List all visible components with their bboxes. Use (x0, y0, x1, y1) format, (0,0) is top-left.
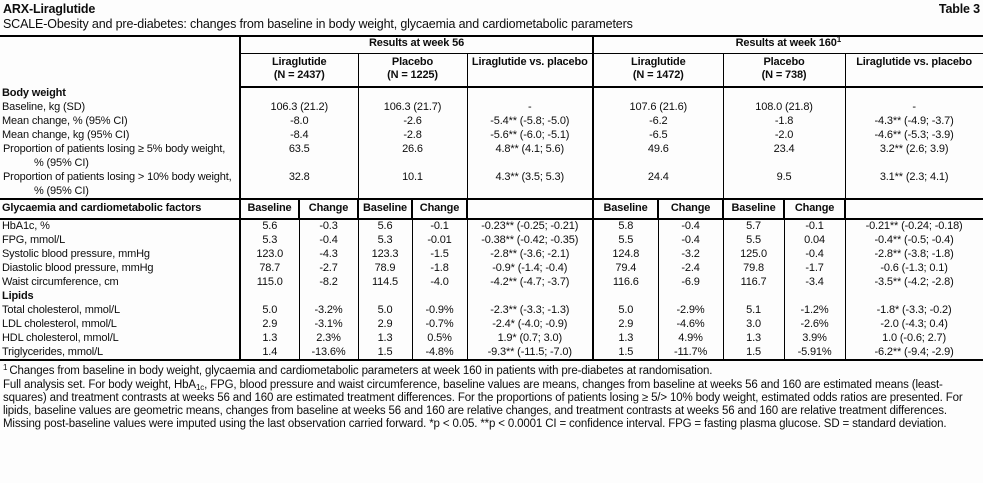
table-cell: 3.2** (2.6; 3.9) (845, 143, 983, 171)
col-header-w160-liraglutide (593, 53, 723, 87)
table-cell: 5.0 (240, 304, 299, 318)
table-cell: -13.6% (299, 346, 358, 361)
table-cell: -0.7% (412, 318, 467, 332)
row-label: HbA1c, % (2, 220, 50, 233)
row-label: Proportion of patients losing > 10% body weight, % (95% CI) (0, 171, 240, 199)
section-title-lipids: Lipids (2, 289, 34, 302)
table-cell: 116.6 (593, 276, 658, 290)
table-cell: - (467, 101, 593, 115)
table-cell: -0.4 (658, 219, 723, 234)
table-cell: 0.5% (412, 332, 467, 346)
col-header-name: Liraglutide (631, 55, 686, 68)
table-cell: 5.3 (358, 234, 412, 248)
table-cell: -3.1% (299, 318, 358, 332)
table-cell: -1.8 (723, 115, 845, 129)
table-cell (358, 87, 467, 101)
table-row (0, 143, 983, 171)
table-cell: -4.0 (412, 276, 467, 290)
row-label: Proportion of patients losing ≥ 5% body weight, % (95% CI) (3, 143, 226, 169)
table-cell: -8.4 (240, 129, 358, 143)
table-row (0, 248, 983, 262)
table-row (0, 332, 983, 346)
table-cell: 108.0 (21.8) (723, 101, 845, 115)
table-cell: 78.7 (240, 262, 299, 276)
table-cell (658, 290, 723, 304)
label-column-header (0, 36, 240, 87)
table-cell: 1.3 (723, 332, 784, 346)
table-cell: 123.0 (240, 248, 299, 262)
table-cell: -0.38** (-0.42; -0.35) (467, 234, 593, 248)
table-cell: 24.4 (593, 171, 723, 199)
footnote-1-text: Changes from baseline in body weight, glycaemia and cardiometabolic parameters at week 160 in patients with pre-diabetes at randomisation. (9, 365, 713, 378)
col-header-name: Placebo (391, 55, 434, 68)
table-cell: -0.3 (299, 219, 358, 234)
group-header-week56 (240, 36, 593, 53)
col-header-w56-vs-placebo: Liraglutide vs. placebo (467, 53, 593, 87)
table-cell: 5.1 (723, 304, 784, 318)
table-cell: -1.8* (-3.3; -0.2) (845, 304, 983, 318)
row-label: Mean change, kg (95% CI) (2, 129, 130, 141)
table-cell: -2.9% (658, 304, 723, 318)
table-cell: -4.3** (-4.9; -3.7) (845, 115, 983, 129)
table-cell: - (845, 101, 983, 115)
col-header-w56-placebo (358, 53, 467, 87)
table-cell: -2.6% (784, 318, 845, 332)
table-cell (593, 290, 658, 304)
group-header-week160-label: Results at week 160 (735, 37, 837, 49)
footnote-1-marker: 1 (3, 363, 8, 373)
table-cell (845, 290, 983, 304)
table-cell: -4.8% (412, 346, 467, 361)
group-header-week160 (593, 36, 983, 53)
table-cell: -4.2** (-4.7; -3.7) (467, 276, 593, 290)
table-cell: 10.1 (358, 171, 467, 199)
table-cell: -0.9* (-1.4; -0.4) (467, 262, 593, 276)
table-cell: 5.8 (593, 219, 658, 234)
col-header-name: Liraglutide (271, 55, 327, 68)
table-cell: 26.6 (358, 143, 467, 171)
table-cell (723, 290, 784, 304)
row-label: Systolic blood pressure, mmHg (2, 247, 150, 260)
hba1c-subscript: 1c (195, 382, 205, 392)
table-cell: -2.7 (299, 262, 358, 276)
table-cell: 1.3 (358, 332, 412, 346)
table-cell: 79.4 (593, 262, 658, 276)
table-cell: -2.0 (723, 129, 845, 143)
subheader-change: Change (299, 199, 358, 219)
table-cell: -2.8** (-3.6; -2.1) (467, 248, 593, 262)
table-cell: -0.1 (784, 219, 845, 234)
col-header-w160-vs-placebo: Liraglutide vs. placebo (845, 53, 983, 87)
subheader-change: Change (412, 199, 467, 219)
table-row (0, 234, 983, 248)
row-label: Baseline, kg (SD) (2, 101, 86, 113)
page-title: ARX-Liraglutide (3, 2, 96, 16)
table-cell: -5.91% (784, 346, 845, 361)
table-cell: -1.5 (412, 248, 467, 262)
table-cell: -6.2** (-9.4; -2.9) (845, 346, 983, 361)
table-row (0, 276, 983, 290)
footnotes (0, 361, 983, 431)
table-cell: -0.23** (-0.25; -0.21) (467, 219, 593, 234)
table-row (0, 290, 983, 304)
table-cell (467, 199, 593, 219)
col-header-name: Placebo (763, 55, 805, 68)
table-cell: 0.04 (784, 234, 845, 248)
table-cell: -1.2% (784, 304, 845, 318)
table-cell: -1.8 (412, 262, 467, 276)
table-cell (299, 290, 358, 304)
table-cell: -0.9% (412, 304, 467, 318)
table-row (0, 36, 983, 53)
table-cell (593, 87, 723, 101)
table-row (0, 199, 983, 219)
subheader-change: Change (658, 199, 723, 219)
table-cell: -6.2 (593, 115, 723, 129)
table-cell: -8.0 (240, 115, 358, 129)
table-cell: 78.9 (358, 262, 412, 276)
table-cell: 4.9% (658, 332, 723, 346)
table-cell (784, 290, 845, 304)
table-cell: 5.5 (723, 234, 784, 248)
table-cell: 79.8 (723, 262, 784, 276)
footnote-body-text: Full analysis set. For body weight, HbA (3, 378, 196, 391)
table-cell: 5.7 (723, 219, 784, 234)
col-header-n: (N = 1472) (632, 68, 684, 81)
table-cell (845, 87, 983, 101)
table-cell: 1.5 (358, 346, 412, 361)
table-cell: -3.2 (658, 248, 723, 262)
table-cell: -11.7% (658, 346, 723, 361)
row-label: Triglycerides, mmol/L (2, 345, 103, 358)
table-cell: -0.4 (299, 234, 358, 248)
section-title-glycaemia: Glycaemia and cardiometabolic factors (0, 199, 240, 219)
footnote-body-text: , FPG, blood pressure and waist circumference, baseline values are means, changes from baseline at weeks 56 and 160 are estimated means (least-squares) and treatment contrasts at weeks 56 and 160 are estimated treatment differences. For the proportions of patients losing ≥ 5/> 10% body weight, estimated odds ratios are presented. For lipids, baseline values are geometric means, changes from baseline at weeks 56 and 160 are relative changes, and treatment contrasts at weeks 56 and 160 are relative treatment differences. Missing post-baseline values were imputed using the last observation carried forward. *p < 0.05. **p < 0.0001 CI = confidence interval. FPG = fasting plasma glucose. SD = standard deviation. (3, 378, 963, 431)
table-cell: 4.8** (4.1; 5.6) (467, 143, 593, 171)
table-cell: 1.3 (240, 332, 299, 346)
table-cell: 3.1** (2.3; 4.1) (845, 171, 983, 199)
footnote-1 (3, 365, 979, 378)
col-header-n: (N = 2437) (273, 68, 325, 81)
table-cell (467, 87, 593, 101)
col-header-n: (N = 1225) (387, 68, 438, 81)
footnote-marker: 1 (836, 36, 842, 44)
table-number: Table 3 (938, 2, 980, 16)
table-cell: 3.0 (723, 318, 784, 332)
row-label: HDL cholesterol, mmol/L (2, 331, 119, 344)
table-cell: -0.21** (-0.24; -0.18) (845, 219, 983, 234)
table-cell: -0.4 (658, 234, 723, 248)
table-cell: 5.6 (240, 219, 299, 234)
table-cell: -2.3** (-3.3; -1.3) (467, 304, 593, 318)
table-cell: 49.6 (593, 143, 723, 171)
table-cell: -8.2 (299, 276, 358, 290)
table-row (0, 262, 983, 276)
subheader-baseline: Baseline (240, 199, 299, 219)
group-header-week56-label: Results at week 56 (368, 37, 465, 49)
table-cell: -2.4 (658, 262, 723, 276)
table-row (0, 346, 983, 361)
table-cell: 9.5 (723, 171, 845, 199)
table-row (0, 219, 983, 234)
table-cell: -3.5** (-4.2; -2.8) (845, 276, 983, 290)
table-cell: 107.6 (21.6) (593, 101, 723, 115)
table-row (0, 87, 983, 101)
table-cell: 1.5 (723, 346, 784, 361)
table-cell: 116.7 (723, 276, 784, 290)
table-cell (723, 87, 845, 101)
table-cell: 125.0 (723, 248, 784, 262)
table-cell: -2.4* (-4.0; -0.9) (467, 318, 593, 332)
table-cell: 5.3 (240, 234, 299, 248)
table-cell (240, 87, 358, 101)
table-cell: -0.6 (-1.3; 0.1) (845, 262, 983, 276)
table-cell: 2.9 (240, 318, 299, 332)
row-label: Total cholesterol, mmol/L (2, 303, 120, 316)
table-cell: -6.9 (658, 276, 723, 290)
table-cell: 63.5 (240, 143, 358, 171)
table-cell (412, 290, 467, 304)
table-cell: 3.9% (784, 332, 845, 346)
table-row (0, 304, 983, 318)
table-cell: -4.6** (-5.3; -3.9) (845, 129, 983, 143)
table-cell: 106.3 (21.7) (358, 101, 467, 115)
table-cell: -2.8 (358, 129, 467, 143)
table-cell: 106.3 (21.2) (240, 101, 358, 115)
table-cell: -2.6 (358, 115, 467, 129)
table-cell: -6.5 (593, 129, 723, 143)
table-cell: 114.5 (358, 276, 412, 290)
col-header-w160-placebo (723, 53, 845, 87)
section-title-body-weight: Body weight (2, 87, 66, 99)
table-subtitle: SCALE-Obesity and pre-diabetes: changes from baseline in body weight, glycaemia and cardiometabolic parameters (3, 17, 633, 31)
table-cell: 23.4 (723, 143, 845, 171)
table-cell: 5.0 (358, 304, 412, 318)
col-header-n: (N = 738) (761, 68, 807, 81)
table-row (0, 318, 983, 332)
table-cell: -4.6% (658, 318, 723, 332)
table-cell: 1.4 (240, 346, 299, 361)
table-cell: 2.3% (299, 332, 358, 346)
table-cell: -2.0 (-4.3; 0.4) (845, 318, 983, 332)
table-cell: 4.3** (3.5; 5.3) (467, 171, 593, 199)
table-cell: -1.7 (784, 262, 845, 276)
table-cell: 2.9 (358, 318, 412, 332)
row-label: FPG, mmol/L (2, 233, 66, 246)
table-cell: -4.3 (299, 248, 358, 262)
table-cell: -0.1 (412, 219, 467, 234)
table-cell: -5.4** (-5.8; -5.0) (467, 115, 593, 129)
row-label: Diastolic blood pressure, mmHg (2, 261, 154, 274)
row-label: Waist circumference, cm (2, 275, 119, 288)
table-cell: -3.4 (784, 276, 845, 290)
table-cell: -2.8** (-3.8; -1.8) (845, 248, 983, 262)
table-cell: 1.3 (593, 332, 658, 346)
table-row (0, 115, 983, 129)
table-cell: -0.01 (412, 234, 467, 248)
table-cell: -0.4** (-0.5; -0.4) (845, 234, 983, 248)
table-cell: 5.0 (593, 304, 658, 318)
title-bar (0, 0, 983, 16)
subheader-baseline: Baseline (593, 199, 658, 219)
table-cell: -0.4 (784, 248, 845, 262)
table-cell (467, 290, 593, 304)
subheader-baseline: Baseline (358, 199, 412, 219)
table-cell (358, 290, 412, 304)
table-cell: -5.6** (-6.0; -5.1) (467, 129, 593, 143)
table-cell: 1.0 (-0.6; 2.7) (845, 332, 983, 346)
row-label: Mean change, % (95% CI) (2, 115, 128, 127)
table-cell: 2.9 (593, 318, 658, 332)
subheader-change: Change (784, 199, 845, 219)
row-label: LDL cholesterol, mmol/L (2, 317, 117, 330)
table-cell: -9.3** (-11.5; -7.0) (467, 346, 593, 361)
table-row (0, 101, 983, 115)
table-cell: 5.5 (593, 234, 658, 248)
subheader-baseline: Baseline (723, 199, 784, 219)
table-cell (240, 290, 299, 304)
table-cell: 115.0 (240, 276, 299, 290)
footnote-body (3, 379, 979, 432)
table-cell: 123.3 (358, 248, 412, 262)
table-cell: 1.5 (593, 346, 658, 361)
table-row (0, 171, 983, 199)
table-cell: 5.6 (358, 219, 412, 234)
table-row (0, 129, 983, 143)
col-header-w56-liraglutide (240, 53, 358, 87)
table-cell: 1.9* (0.7; 3.0) (467, 332, 593, 346)
table-cell: 32.8 (240, 171, 358, 199)
table-cell (845, 199, 983, 219)
table-cell: 124.8 (593, 248, 658, 262)
table-cell: -3.2% (299, 304, 358, 318)
results-table (0, 35, 983, 361)
